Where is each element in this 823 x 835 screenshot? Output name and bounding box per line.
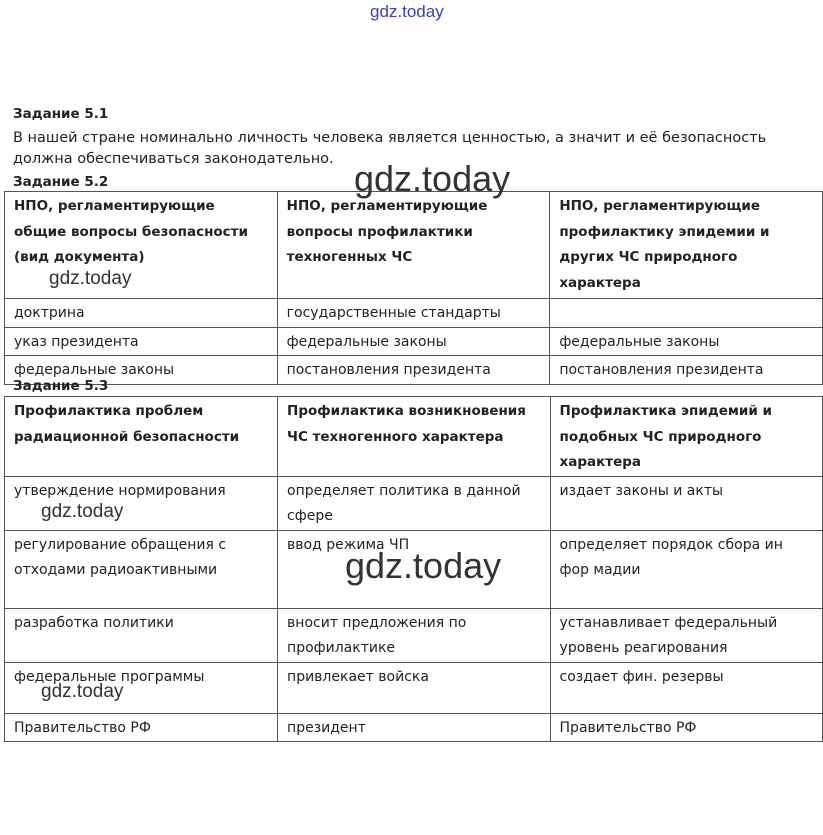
task-5-3-title: Задание 5.3 <box>13 378 109 394</box>
table-header-cell: НПО, регламентирующие общие вопросы безопасности (вид документа) <box>5 192 278 299</box>
table-cell: определяет политика в данной сфере <box>278 476 550 530</box>
watermark: gdz.today <box>345 545 502 586</box>
watermark: gdz.today <box>41 681 124 702</box>
task-5-1-line: В нашей стране номинально личность человека является ценностью, а значит и её безопасность <box>13 130 767 146</box>
table-header-cell: Профилактика возникновения ЧС техногенного характера <box>278 397 550 477</box>
table-cell: федеральные законы <box>277 327 550 356</box>
table-cell: указ президента <box>5 327 278 356</box>
table-cell: доктрина <box>5 299 278 328</box>
table-header-cell: НПО, регламентирующие вопросы профилактики техногенных ЧС <box>277 192 550 299</box>
table-cell: вносит предложения по профилактике <box>278 608 550 662</box>
table-cell: привлекает войска <box>278 662 550 713</box>
table-cell: федеральные программы <box>5 662 278 713</box>
table-header-cell: НПО, регламентирующие профилактику эпидемии и других ЧС природного характера <box>550 192 823 299</box>
table-header-row <box>5 397 823 477</box>
watermark: gdz.today <box>41 501 124 522</box>
watermark: gdz.today <box>354 158 511 199</box>
table-cell: ввод режима ЧП <box>278 530 550 608</box>
task-5-1-line: должна обеспечиваться законодательно. <box>13 151 334 167</box>
table-cell: разработка политики <box>5 608 278 662</box>
table-cell: федеральные законы <box>5 356 278 385</box>
task-5-1-title: Задание 5.1 <box>13 106 109 122</box>
task-5-2-title: Задание 5.2 <box>13 174 109 190</box>
watermark-top: gdz.today <box>370 2 444 21</box>
table-cell: постановления президента <box>277 356 550 385</box>
table-cell: определяет порядок сбора ин фор мадии <box>550 530 822 608</box>
table-row <box>5 327 823 356</box>
table-cell: Правительство РФ <box>550 713 822 742</box>
table-cell: государственные стандарты <box>277 299 550 328</box>
table-cell: устанавливает федеральный уровень реагирования <box>550 608 822 662</box>
table-cell: утверждение нормирования <box>5 476 278 530</box>
table-cell: издает законы и акты <box>550 476 822 530</box>
table-header-cell: Профилактика проблем радиационной безопасности <box>5 397 278 477</box>
table-cell <box>550 299 823 328</box>
table-row <box>5 662 823 713</box>
table-row <box>5 713 823 742</box>
watermark: gdz.today <box>49 268 132 289</box>
table-cell: постановления президента <box>550 356 823 385</box>
table-row <box>5 608 823 662</box>
table-cell: регулирование обращения с отходами радиоактивными <box>5 530 278 608</box>
table-row <box>5 356 823 385</box>
table-header-cell: Профилактика эпидемий и подобных ЧС природного характера <box>550 397 822 477</box>
table-cell: Правительство РФ <box>5 713 278 742</box>
table-row <box>5 299 823 328</box>
table-cell: федеральные законы <box>550 327 823 356</box>
table-cell: создает фин. резервы <box>550 662 822 713</box>
table-cell: президент <box>278 713 550 742</box>
table-row <box>5 476 823 530</box>
